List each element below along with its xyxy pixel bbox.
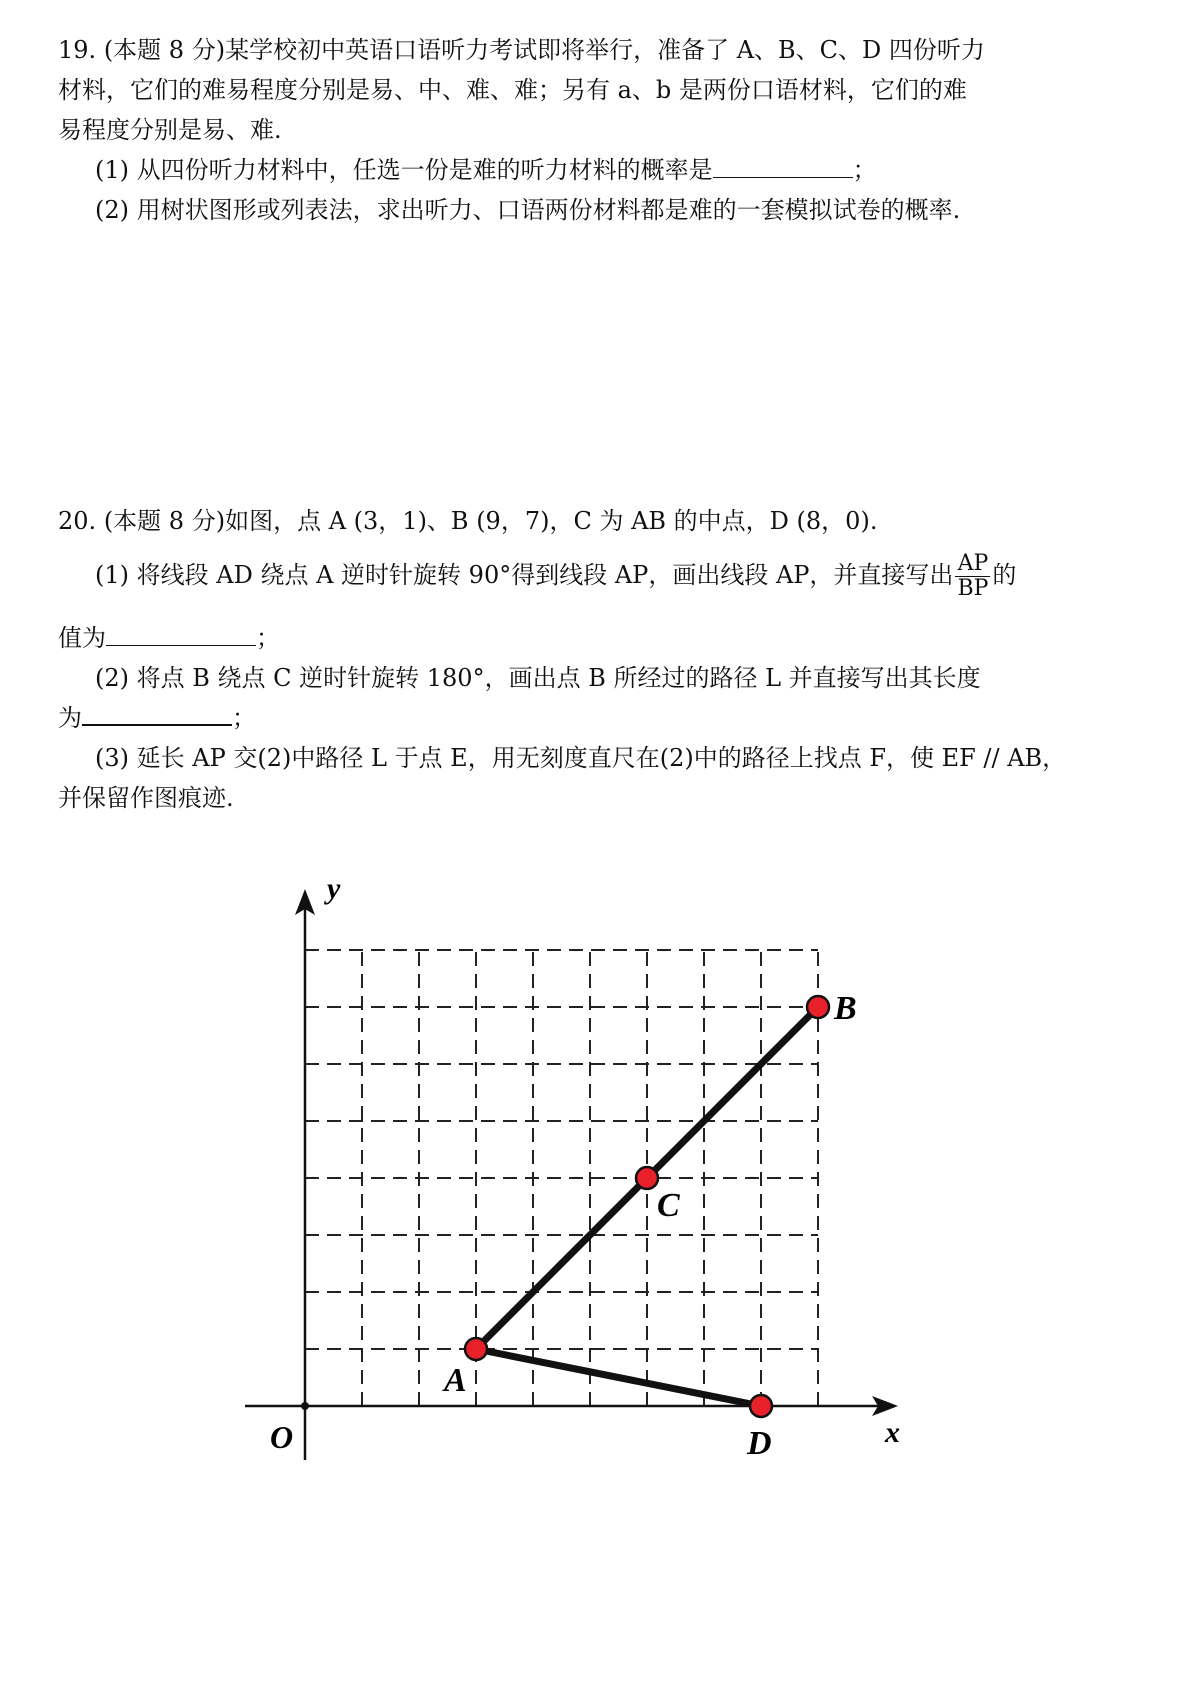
q19-part1-text: (1) 从四份听力材料中，任选一份是难的听力材料的概率是 (95, 156, 713, 184)
x-axis-label: x (885, 1416, 900, 1449)
point-label-b: B (834, 990, 857, 1027)
q19-part2: (2) 用树状图形或列表法，求出听力、口语两份材料都是难的一套模拟试卷的概率. (95, 196, 961, 224)
q19-score: (本题 8 分) (103, 36, 226, 64)
q20-part1-suffix: 的 (992, 561, 1017, 589)
point-b (807, 996, 829, 1018)
points (442, 990, 857, 1462)
y-axis-label: y (327, 872, 341, 905)
q19-line3: 易程度分别是易、难. (58, 116, 282, 144)
segment-ad (476, 1349, 761, 1406)
q20-intro: 如图，点 A (3，1)、B (9，7)，C 为 AB 的中点，D (8，0). (225, 507, 878, 535)
point-a (465, 1338, 487, 1360)
fraction-numerator: AP (955, 552, 990, 577)
q20-part2-end: ； (232, 704, 256, 732)
point-c (636, 1167, 658, 1189)
q20-part1-text: (1) 将线段 AD 绕点 A 逆时针旋转 90°得到线段 AP，画出线段 AP，并直接写出 (95, 561, 954, 589)
q19-text-1: 某学校初中英语口语听力考试即将举行，准备了 A、B、C、D 四份听力 (225, 36, 985, 64)
point-label-c: C (657, 1187, 680, 1224)
origin-dot (301, 1402, 309, 1410)
q20-score: (本题 8 分) (103, 507, 226, 535)
origin-label: O (270, 1419, 294, 1455)
q20-part2: (2) 将点 B 绕点 C 逆时针旋转 180°，画出点 B 所经过的路径 L 并直接写出其长度 (95, 664, 981, 692)
point-d (750, 1395, 772, 1417)
q20-part2-value-label: 为 (58, 704, 82, 732)
dashed-grid (305, 950, 818, 1406)
q20-part3-cont: 并保留作图痕迹. (58, 784, 234, 812)
fraction-denominator: BP (957, 576, 989, 601)
q20-part1-value-label: 值为 (58, 624, 106, 652)
q19-line2: 材料，它们的难易程度分别是易、中、难、难；另有 a、b 是两份口语材料，它们的难 (58, 76, 967, 104)
q19-number: 19. (58, 36, 97, 64)
q20-part3: (3) 延长 AP 交(2)中路径 L 于点 E，用无刻度直尺在(2)中的路径上找点 F，使 EF // AB， (95, 744, 1067, 772)
point-label-a: A (444, 1362, 467, 1399)
q20-number: 20. (58, 507, 97, 535)
point-label-d: D (747, 1425, 772, 1462)
q19-part1-end: ； (852, 156, 877, 184)
q20-part1-end: ； (256, 624, 280, 652)
